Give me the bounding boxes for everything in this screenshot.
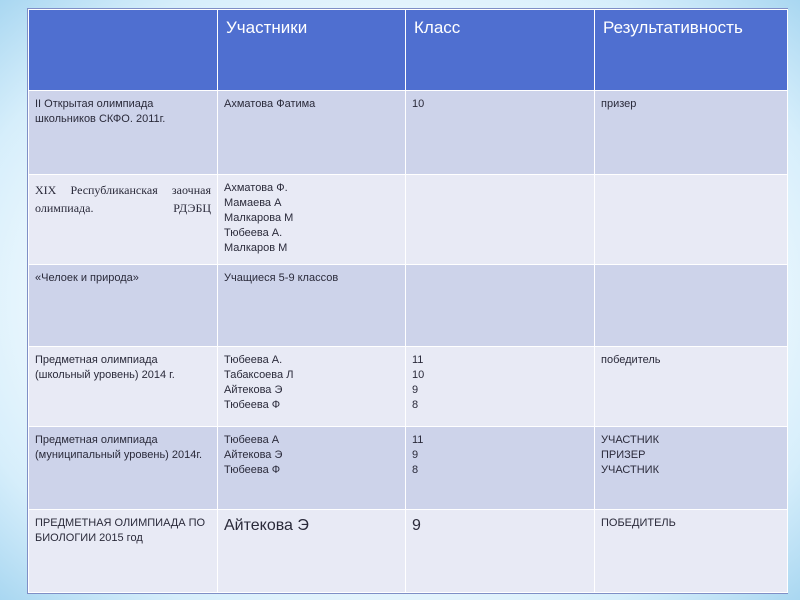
participant-name: Табаксоева Л bbox=[224, 369, 294, 381]
participants-cell bbox=[218, 91, 406, 175]
class-cell bbox=[406, 175, 595, 265]
table-row bbox=[29, 91, 788, 175]
event-cell: Предметная олимпиада (муниципальный уровень) 2014г. bbox=[29, 427, 218, 510]
class-value: 9 bbox=[412, 449, 419, 461]
class-value: 9 bbox=[412, 517, 421, 534]
table-row bbox=[29, 175, 788, 265]
participant-name: Тюбеева А bbox=[224, 434, 280, 446]
event-cell: ПРЕДМЕТНАЯ ОЛИМПИАДА ПО БИОЛОГИИ 2015 год bbox=[29, 510, 218, 593]
participant-name: Айтекова Э bbox=[224, 449, 283, 461]
participant-name: Ахматова Фатима bbox=[224, 98, 316, 110]
result-cell bbox=[595, 91, 788, 175]
table-row bbox=[29, 427, 788, 510]
class-cell bbox=[406, 91, 595, 175]
participant-name: Тюбеева Ф bbox=[224, 399, 281, 411]
class-value: 11 bbox=[412, 434, 424, 446]
class-value: 10 bbox=[412, 369, 425, 381]
result-value: победитель bbox=[601, 354, 661, 366]
participant-name: Тюбеева Ф bbox=[224, 464, 281, 476]
participants-cell bbox=[218, 265, 406, 347]
class-value: 11 bbox=[412, 354, 424, 366]
participant-name: Малкаров М bbox=[224, 242, 288, 254]
class-value: 9 bbox=[412, 384, 419, 396]
table-row bbox=[29, 265, 788, 347]
class-value: 8 bbox=[412, 399, 419, 411]
table-row bbox=[29, 510, 788, 593]
class-value: 10 bbox=[412, 98, 425, 110]
participants-cell bbox=[218, 510, 406, 593]
participant-name: Тюбеева А. bbox=[224, 227, 283, 239]
header-cell-participants: Участники bbox=[218, 10, 406, 91]
participant-name: Ахматова Ф. bbox=[224, 182, 288, 194]
class-cell bbox=[406, 347, 595, 427]
result-cell bbox=[595, 265, 788, 347]
class-cell bbox=[406, 265, 595, 347]
table-row bbox=[29, 347, 788, 427]
event-cell: Предметная олимпиада (школьный уровень) 2014 г. bbox=[29, 347, 218, 427]
result-cell bbox=[595, 175, 788, 265]
result-cell bbox=[595, 510, 788, 593]
class-cell bbox=[406, 510, 595, 593]
participants-cell bbox=[218, 427, 406, 510]
participant-name: Айтекова Э bbox=[224, 384, 283, 396]
header-cell-class: Класс bbox=[406, 10, 595, 91]
olympiad-results-table bbox=[28, 9, 788, 593]
result-value: ПОБЕДИТЕЛЬ bbox=[601, 517, 676, 529]
event-cell: XIX Республиканская заочная олимпиада. РДЭБЦ bbox=[29, 175, 218, 265]
result-value: УЧАСТНИК bbox=[601, 464, 659, 476]
class-value: 8 bbox=[412, 464, 419, 476]
participant-name: Тюбеева А. bbox=[224, 354, 283, 366]
header-cell-event bbox=[29, 10, 218, 91]
result-cell bbox=[595, 347, 788, 427]
participant-name: Айтекова Э bbox=[224, 517, 309, 534]
participant-name: Малкарова М bbox=[224, 212, 294, 224]
participant-name: Мамаева А bbox=[224, 197, 282, 209]
participant-name: Учащиеся 5-9 классов bbox=[224, 272, 339, 284]
result-value: ПРИЗЕР bbox=[601, 449, 646, 461]
participants-cell bbox=[218, 347, 406, 427]
event-cell: «Челоек и природа» bbox=[29, 265, 218, 347]
event-cell: II Открытая олимпиада школьников СКФО. 2011г. bbox=[29, 91, 218, 175]
olympiad-results-table-frame bbox=[27, 8, 788, 594]
participants-cell bbox=[218, 175, 406, 265]
header-row bbox=[29, 10, 788, 91]
class-cell bbox=[406, 427, 595, 510]
result-value: призер bbox=[601, 98, 637, 110]
header-cell-results: Результативность bbox=[595, 10, 788, 91]
result-cell bbox=[595, 427, 788, 510]
result-value: УЧАСТНИК bbox=[601, 434, 659, 446]
